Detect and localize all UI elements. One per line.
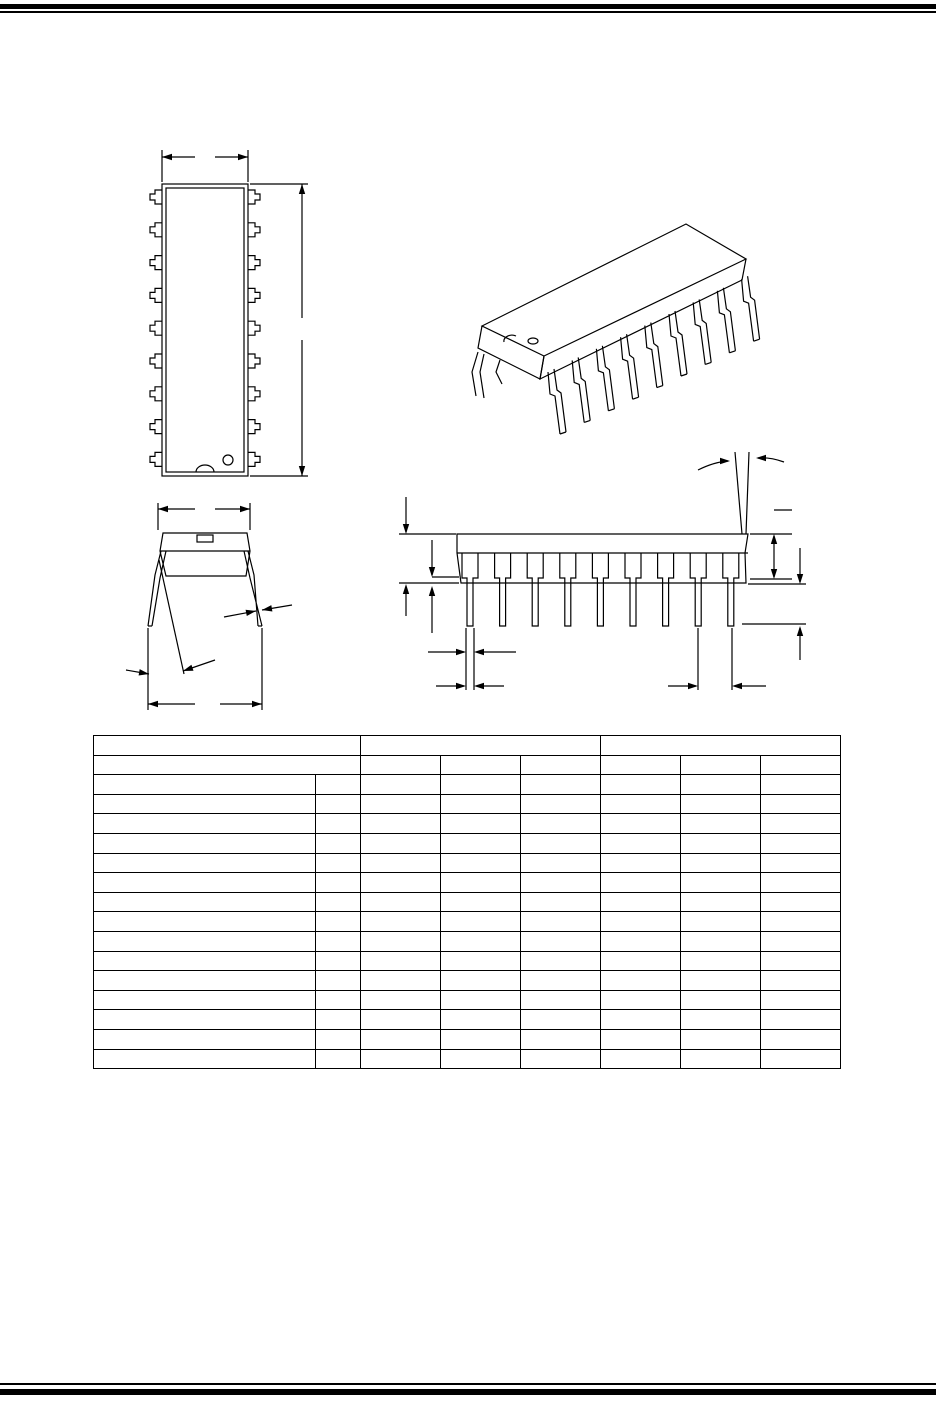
table-row <box>94 873 841 893</box>
side-pin <box>625 553 641 626</box>
table-cell <box>316 892 361 912</box>
table-cell <box>94 971 316 991</box>
table-cell <box>601 912 681 932</box>
table-cell <box>681 971 761 991</box>
dimension-arrowhead <box>771 569 777 579</box>
table-cell <box>761 951 841 971</box>
pin-stub-left <box>150 452 162 466</box>
table-cell <box>441 1029 521 1049</box>
iso-pin-tip <box>584 420 590 422</box>
table-cell <box>94 990 316 1010</box>
dimension-arrowhead <box>240 506 250 512</box>
pin1-notch <box>196 465 214 472</box>
table-cell <box>521 1029 601 1049</box>
end-body-outline <box>160 533 250 576</box>
side-pin <box>690 553 706 626</box>
table-cell <box>316 1010 361 1030</box>
table-cell <box>521 775 601 795</box>
table-cell <box>94 775 316 795</box>
dimension-arrowhead <box>474 683 484 689</box>
table-cell <box>521 892 601 912</box>
table-cell <box>441 931 521 951</box>
table-cell <box>681 794 761 814</box>
table-cell <box>681 951 761 971</box>
table-cell <box>316 912 361 932</box>
table-cell <box>761 775 841 795</box>
table-cell <box>316 990 361 1010</box>
table-cell <box>521 853 601 873</box>
table-cell <box>94 951 316 971</box>
table-row <box>94 794 841 814</box>
table-row <box>94 1010 841 1030</box>
side-pin <box>560 553 576 626</box>
table-header-row <box>94 736 841 756</box>
table-cell <box>361 853 441 873</box>
table-cell <box>681 912 761 932</box>
table-cell <box>361 833 441 853</box>
end-view <box>126 503 292 710</box>
table-cell <box>316 1049 361 1069</box>
table-cell <box>441 1049 521 1069</box>
table-cell <box>94 814 316 834</box>
table-cell <box>441 951 521 971</box>
table-cell <box>441 814 521 834</box>
iso-pin-tip <box>560 432 566 434</box>
table-cell <box>601 814 681 834</box>
dimension-arrowhead <box>720 458 730 464</box>
table-cell <box>601 951 681 971</box>
table-cell <box>316 814 361 834</box>
bottom-rule-thick <box>0 1389 936 1395</box>
dimension-arrowhead <box>183 665 193 671</box>
table-cell <box>441 912 521 932</box>
table-cell <box>361 931 441 951</box>
iso-side-face <box>540 259 746 379</box>
table-cell <box>94 1049 316 1069</box>
pin-stub-left <box>150 190 162 204</box>
table-cell <box>94 912 316 932</box>
side-pin <box>658 553 674 626</box>
iso-pin-tip <box>705 362 711 364</box>
table-cell <box>681 892 761 912</box>
table-cell <box>441 873 521 893</box>
package-body-outline <box>162 184 248 476</box>
dimension-arrowhead <box>299 184 305 194</box>
table-cell <box>316 873 361 893</box>
pin-stub-right <box>248 387 260 401</box>
table-cell <box>601 794 681 814</box>
iso-pin <box>669 311 687 376</box>
side-pin <box>592 553 608 626</box>
iso-pin <box>742 276 760 341</box>
table-cell <box>521 951 601 971</box>
table-cell <box>601 775 681 795</box>
table-row <box>94 892 841 912</box>
dimension-arrowhead <box>403 584 409 594</box>
table-row <box>94 814 841 834</box>
dimension-arrowhead <box>158 506 168 512</box>
table-cell <box>361 912 441 932</box>
dimension-arrowhead <box>797 574 803 584</box>
table-row <box>94 775 841 795</box>
table-cell <box>521 971 601 991</box>
table-cell <box>94 892 316 912</box>
pin-stub-left <box>150 288 162 302</box>
dimension-arrowhead <box>456 683 466 689</box>
table-row <box>94 853 841 873</box>
table-cell <box>601 873 681 893</box>
dimension-arrowhead <box>429 567 435 577</box>
table-cell <box>441 892 521 912</box>
table-cell <box>521 833 601 853</box>
iso-pin-tip <box>681 374 687 376</box>
iso-pin-tip <box>657 386 663 388</box>
table-cell <box>441 775 521 795</box>
iso-end-lead <box>496 360 502 384</box>
table-cell <box>94 794 316 814</box>
table-cell <box>681 755 761 775</box>
table-cell <box>316 833 361 853</box>
table-row <box>94 971 841 991</box>
table-cell <box>361 775 441 795</box>
dimension-arrowhead <box>162 154 172 160</box>
table-cell <box>521 912 601 932</box>
side-pin <box>527 553 543 626</box>
pin-stub-left <box>150 223 162 237</box>
table-cell <box>361 951 441 971</box>
side-view <box>399 452 806 690</box>
table-cell <box>761 833 841 853</box>
table-cell <box>521 814 601 834</box>
table-cell <box>761 971 841 991</box>
side-body-outline <box>457 534 748 583</box>
table-cell <box>441 990 521 1010</box>
table-cell <box>361 1029 441 1049</box>
table-cell <box>761 990 841 1010</box>
dimension-arrowhead <box>797 626 803 636</box>
table-cell <box>761 814 841 834</box>
table-cell <box>316 971 361 991</box>
side-pin <box>723 553 739 626</box>
angle-reference-line <box>746 452 749 534</box>
iso-pin-tip <box>608 409 614 411</box>
table-cell <box>441 971 521 991</box>
angle-reference-line <box>159 560 184 674</box>
table-cell <box>316 853 361 873</box>
table-cell <box>521 1049 601 1069</box>
table-cell <box>94 1010 316 1030</box>
table-row <box>94 990 841 1010</box>
iso-pin <box>621 334 639 399</box>
table-cell <box>361 990 441 1010</box>
table-cell <box>361 794 441 814</box>
dimension-table <box>93 735 841 1069</box>
iso-pin <box>572 357 590 422</box>
table-cell <box>361 755 441 775</box>
table-cell <box>601 1029 681 1049</box>
iso-pin-tip <box>729 351 735 353</box>
table-cell <box>681 853 761 873</box>
iso-pin <box>717 288 735 353</box>
table-cell <box>681 833 761 853</box>
table-cell <box>761 1049 841 1069</box>
table-row <box>94 912 841 932</box>
table-cell <box>441 1010 521 1030</box>
pin-stub-right <box>248 190 260 204</box>
table-row <box>94 833 841 853</box>
table-cell <box>316 794 361 814</box>
table-cell <box>441 794 521 814</box>
dimension-arrowhead <box>474 649 484 655</box>
isometric-view <box>472 224 760 434</box>
table-cell <box>681 931 761 951</box>
table-row <box>94 1029 841 1049</box>
table-cell <box>601 931 681 951</box>
iso-pin <box>645 323 663 388</box>
table-cell <box>361 814 441 834</box>
table-cell <box>761 931 841 951</box>
dimension-arrowhead <box>756 455 766 461</box>
side-pin <box>495 553 511 626</box>
table-cell <box>441 755 521 775</box>
dimension-arrowhead <box>732 683 742 689</box>
dimension-arrowhead <box>771 534 777 544</box>
table-cell <box>316 775 361 795</box>
table-cell <box>601 892 681 912</box>
table-cell <box>761 1029 841 1049</box>
iso-top-face <box>482 224 746 356</box>
angle-reference-line <box>735 452 742 534</box>
pin-stub-left <box>150 354 162 368</box>
pin-stub-left <box>150 256 162 270</box>
iso-pin-tip <box>633 397 639 399</box>
table-cell <box>601 853 681 873</box>
table-cell <box>761 912 841 932</box>
pin-stub-left <box>150 321 162 335</box>
table-cell <box>361 892 441 912</box>
pin1-dot-marker <box>223 455 233 465</box>
dimension-arrowhead <box>299 466 305 476</box>
iso-pin <box>596 346 614 411</box>
iso-pin1-dot <box>528 338 538 344</box>
dimension-arrowhead <box>688 683 698 689</box>
table-cell <box>316 1029 361 1049</box>
pin-stub-left <box>150 387 162 401</box>
table-cell <box>601 755 681 775</box>
table-cell <box>94 931 316 951</box>
top-view <box>150 150 308 476</box>
table-cell <box>361 736 601 756</box>
table-header-row <box>94 755 841 775</box>
table-cell <box>521 931 601 951</box>
pin-stub-left <box>150 420 162 434</box>
iso-end-lead <box>472 352 484 398</box>
table-cell <box>601 971 681 991</box>
table-cell <box>761 755 841 775</box>
table-cell <box>521 794 601 814</box>
pin-stub-right <box>248 223 260 237</box>
table-cell <box>681 1010 761 1030</box>
lead-left <box>148 551 166 626</box>
table-cell <box>761 892 841 912</box>
table-cell <box>681 990 761 1010</box>
table-cell <box>94 755 361 775</box>
iso-front-face <box>478 326 544 379</box>
table-cell <box>316 951 361 971</box>
package-body-inner-outline <box>166 188 244 472</box>
pin-stub-right <box>248 288 260 302</box>
table-cell <box>94 833 316 853</box>
dimension-arrowhead <box>238 154 248 160</box>
table-cell <box>601 990 681 1010</box>
pin-stub-right <box>248 420 260 434</box>
table-cell <box>681 873 761 893</box>
table-cell <box>94 1029 316 1049</box>
table-cell <box>761 1010 841 1030</box>
table-cell <box>681 1049 761 1069</box>
table-cell <box>761 853 841 873</box>
table-cell <box>316 931 361 951</box>
table-cell <box>601 1010 681 1030</box>
table-cell <box>94 736 361 756</box>
pin-stub-right <box>248 321 260 335</box>
bottom-rule-thin <box>0 1383 936 1385</box>
table-cell <box>681 775 761 795</box>
iso-pin <box>693 299 711 364</box>
table-cell <box>441 853 521 873</box>
pin-stub-right <box>248 256 260 270</box>
table-cell <box>601 1049 681 1069</box>
table-row <box>94 951 841 971</box>
table-cell <box>361 971 441 991</box>
table-cell <box>601 833 681 853</box>
end-notch <box>197 535 213 542</box>
side-pin <box>462 553 478 626</box>
dimension-arrowhead <box>252 701 262 707</box>
iso-pin <box>548 369 566 434</box>
table-row <box>94 931 841 951</box>
table-cell <box>761 794 841 814</box>
table-cell <box>521 990 601 1010</box>
dimension-arrowhead <box>429 586 435 596</box>
table-cell <box>761 873 841 893</box>
pin-stub-right <box>248 354 260 368</box>
dimension-arrowhead <box>262 605 272 611</box>
table-cell <box>94 853 316 873</box>
table-row <box>94 1049 841 1069</box>
table-cell <box>521 755 601 775</box>
table-cell <box>361 873 441 893</box>
table-cell <box>94 873 316 893</box>
dimension-arrowhead <box>148 701 158 707</box>
dimension-arrowhead <box>403 524 409 534</box>
table-cell <box>521 873 601 893</box>
iso-pin-tip <box>754 339 760 341</box>
table-cell <box>361 1049 441 1069</box>
table-cell <box>521 1010 601 1030</box>
table-cell <box>441 833 521 853</box>
table-cell <box>601 736 841 756</box>
table-cell <box>681 814 761 834</box>
table-cell <box>681 1029 761 1049</box>
table-cell <box>361 1010 441 1030</box>
dimension-arrowhead <box>456 649 466 655</box>
pin-stub-right <box>248 452 260 466</box>
